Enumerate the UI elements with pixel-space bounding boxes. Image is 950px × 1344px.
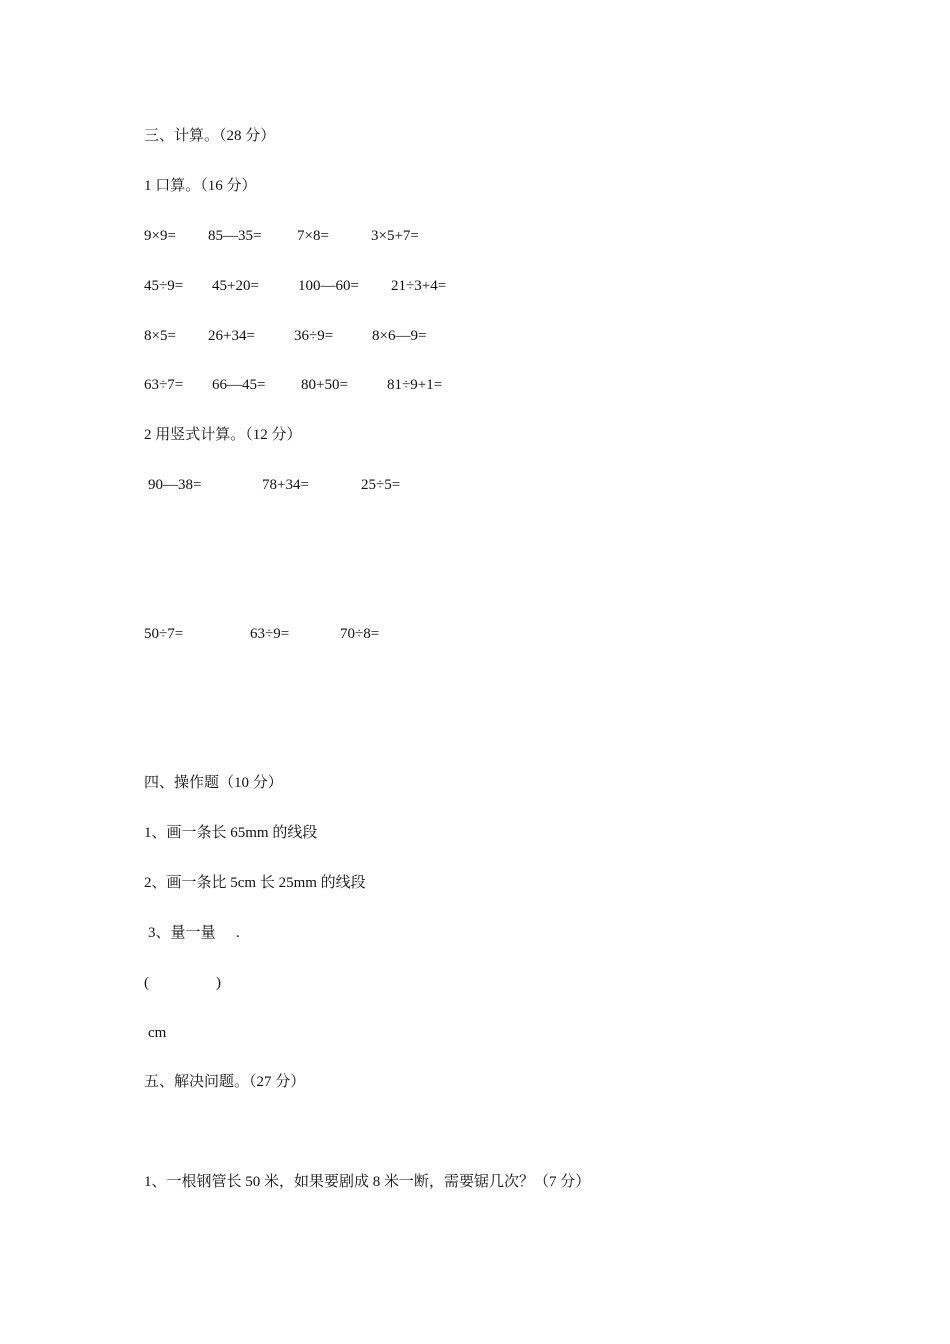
vertical-row-2: [144, 624, 380, 644]
measure-question-dot: .: [236, 925, 240, 941]
oral-problem: 7×8=: [297, 228, 329, 244]
oral-problem: 8×5=: [144, 328, 176, 344]
vertical-problem: 25÷5=: [361, 477, 401, 493]
oral-problem: 8×6—9=: [372, 328, 427, 344]
vertical-problem: 63÷9=: [250, 626, 290, 642]
vertical-problem: 78+34=: [262, 477, 309, 493]
vertical-calc-title: 2 用竖式计算。（12 分）: [144, 427, 302, 443]
oral-problem: 21÷3+4=: [391, 278, 447, 294]
oral-row-2: [144, 276, 447, 296]
oral-problem: 3×5+7=: [371, 228, 419, 244]
oral-row-4: [144, 375, 443, 395]
draw-line-question-2: 2、画一条比 5cm 长 25mm 的线段: [144, 875, 366, 891]
oral-row-1: [144, 226, 419, 246]
oral-problem: 36÷9=: [294, 328, 334, 344]
measure-question-text: 3、量一量: [148, 925, 216, 941]
paren-open: (: [144, 975, 149, 991]
oral-problem: 80+50=: [301, 377, 348, 393]
oral-problem: 26+34=: [208, 328, 255, 344]
oral-problem: 45+20=: [212, 278, 259, 294]
vertical-problem: 90—38=: [148, 477, 202, 493]
word-problem-1: 1、一根钢管长 50 米，如果要剧成 8 米一断，需要锯几次？（7 分）: [144, 1174, 591, 1190]
oral-problem: 66—45=: [212, 377, 266, 393]
draw-line-question-1: 1、画一条长 65mm 的线段: [144, 825, 318, 841]
oral-problem: 9×9=: [144, 228, 176, 244]
oral-problem: 63÷7=: [144, 377, 184, 393]
oral-row-3: [144, 326, 427, 346]
section-5-title: 五、解决问题。（27 分）: [144, 1074, 306, 1090]
section-3-title: 三、计算。（28 分）: [144, 128, 276, 144]
vertical-problem: 50÷7=: [144, 626, 184, 642]
oral-problem: 100—60=: [298, 278, 359, 294]
measure-unit: cm: [148, 1025, 167, 1041]
oral-problem: 81÷9+1=: [387, 377, 443, 393]
vertical-problem: 70÷8=: [340, 626, 380, 642]
section-4-title: 四、操作题（10 分）: [144, 775, 283, 791]
oral-problem: 45÷9=: [144, 278, 184, 294]
paren-close: ): [216, 975, 221, 991]
measure-answer-blank: [144, 973, 221, 993]
oral-calc-title: 1 口算。（16 分）: [144, 178, 257, 194]
measure-question: [148, 923, 240, 943]
vertical-row-1: [144, 475, 401, 495]
oral-problem: 85—35=: [208, 228, 262, 244]
